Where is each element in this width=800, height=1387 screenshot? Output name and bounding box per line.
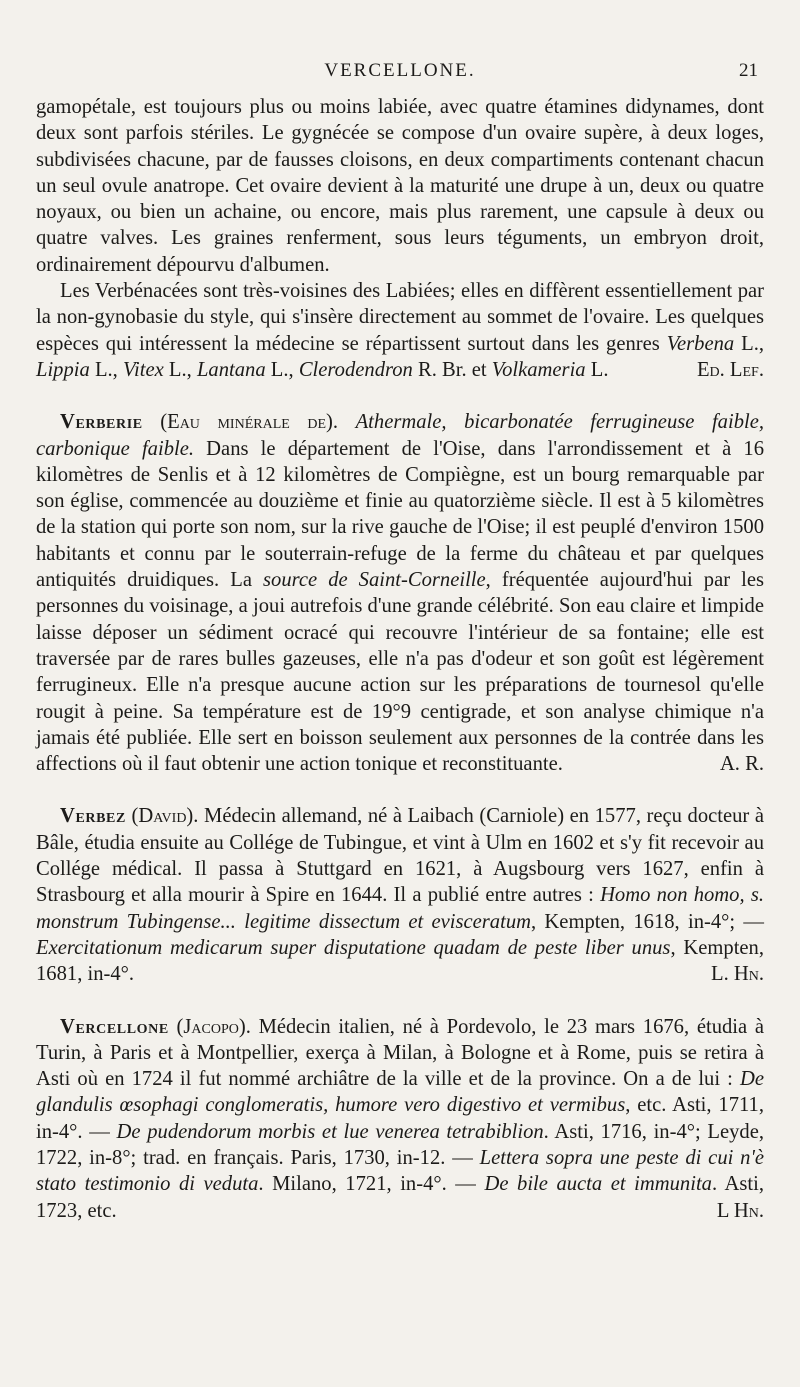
work-title: Exercitationum medicarum super disputatione quadam de peste liber unus	[36, 936, 671, 959]
genus-name: Volkameria	[491, 358, 586, 381]
work-title: De bile aucta et immunita	[484, 1173, 712, 1196]
work-title: Homo non homo, s. monstrum Tubingense... legitime dissectum et evisceratum	[36, 884, 764, 933]
entry-vercellone: Vercellone (Jacopo). Médecin italien, né à Pordevolo, le 23 mars 1676, étudia à Turin, à Paris et à Montpellier, exerça à Milan, à Bologne et à Rome, puis se retira à Asti où en 1724 il fut nommé archiâtre de la ville et de la province. On a de lui : De glandulis œsophagi conglomeratis, humore vero digestivo et vermibus, etc. Asti, 1711, in-4°. — De pudendorum morbis et lue venerea tetrabiblion. Asti, 1716, in-4°; Leyde, 1722, in-8°; trad. en français. Paris, 1730, in-12. — Lettera sopra une peste di cui n'è stato testimonio di veduta. Milano, 1721, in-4°. — De bile aucta et immunita. Asti, 1723, etc. L Hn.	[36, 1014, 764, 1224]
author-signature: L. Hn.	[710, 963, 764, 986]
genus-name: Lippia	[36, 358, 90, 381]
water-classification: Athermale, bicarbonatée ferrugineuse faible, carbonique faible.	[36, 411, 764, 460]
entry-verberie: Verberie (Eau minérale de). Athermale, bicarbonatée ferrugineuse faible, carbonique faible. Dans le département de l'Oise, dans l'arrondissement et à 16 kilomètres de Senlis et à 12 kilomètres de Compiègne, est un bourg remarquable par son église, commencée au douzième et finie au quatorzième siècle. Il est à 5 kilomètres de la station qui porte son nom, sur la rive gauche de l'Oise; il est peuplé d'environ 1500 habitants et connu par le souterrain-refuge de la ferme du château et par quelques antiquités druidiques. La source de Saint-Corneille, fréquentée aujourd'hui par les personnes du voisinage, a joui autrefois d'une grande célébrité. Son eau claire et limpide laisse déposer un sédiment ocracé qui recouvre l'intérieur de sa fontaine; elle est traversée par de rares bulles gazeuses, elle n'a pas d'odeur et son goût est légèrement ferrugineux. Elle n'a presque aucune action sur les préparations de tournesol qu'elle rougit à peine. Sa température est de 19°9 centigrade, et son analyse chimique n'a jamais été publiée. Elle sert en boisson seulement aux personnes de la contrée dans les affections où il faut obtenir une action tonique et reconstituante. A. R.	[36, 409, 764, 777]
genus-name: Verbena	[666, 332, 735, 355]
author-signature: L Hn.	[716, 1199, 764, 1222]
source-name: source de Saint-Corneille	[263, 569, 486, 592]
author-signature: Ed. Lef.	[696, 358, 764, 381]
running-head	[36, 60, 764, 94]
entry-headword: Verberie	[60, 411, 143, 434]
verbenacees-paragraph-2: Les Verbénacées sont très-voisines des Labiées; elles en diffèrent essentiellement par la non-gynobasie du style, qui s'insère directement au sommet de l'ovaire. Les quelques espèces qui intéressent la médecine se répartissent surtout dans les genres Verbena L., Lippia L., Vitex L., Lantana L., Clerodendron R. Br. et Volkameria L. Ed. Lef.	[36, 278, 764, 383]
author-signature: A. R.	[719, 753, 764, 776]
entry-headword: Vercellone	[60, 1015, 169, 1038]
genus-name: Lantana	[196, 358, 266, 381]
entry-verbez: Verbez (David). Médecin allemand, né à Laibach (Carniole) en 1577, reçu docteur à Bâle, étudia ensuite au Collége de Tubingue, et vint à Ulm en 1602 et s'y fit recevoir au Collége médical. Il passa à Stuttgard en 1621, à Augsbourg vers 1627, enfin à Strasbourg et alla mourir à Spire en 1644. Il a publié entre autres : Homo non homo, s. monstrum Tubingense... legitime dissectum et evisceratum, Kempten, 1618, in-4°; — Exercitationum medicarum super disputatione quadam de peste liber unus, Kempten, 1681, in-4°. L. Hn.	[36, 803, 764, 987]
running-title: VERCELLONE.	[324, 60, 476, 81]
page-number: 21	[739, 60, 758, 81]
work-title: De pudendorum morbis et lue venerea tetrabiblion	[116, 1120, 544, 1143]
genus-name: Vitex	[122, 358, 164, 381]
entry-headword: Verbez	[60, 805, 126, 828]
verbenacees-paragraph-1: gamopétale, est toujours plus ou moins labiée, avec quatre étamines didynames, dont deux sont parfois stériles. Le gygnécée se compose d'un ovaire supère, à deux loges, subdivisées chacune, par de fausses cloisons, en deux compartiments contenant chacun un seul ovule anatrope. Cet ovaire devient à la maturité une drupe à un, deux ou quatre noyaux, ou bien un achaine, ou encore, mais plus rarement, une capsule à deux ou quatre valves. Les graines renferment, sous leurs téguments, un embryon droit, ordinairement dépourvu d'albumen.	[36, 96, 764, 276]
work-title: Lettera sopra une peste di cui n'è stato testimonio di veduta	[36, 1146, 764, 1196]
genus-name: Clerodendron	[298, 358, 413, 381]
work-title: De glandulis œsophagi conglomeratis, humore vero digestivo et vermibus	[36, 1068, 764, 1117]
